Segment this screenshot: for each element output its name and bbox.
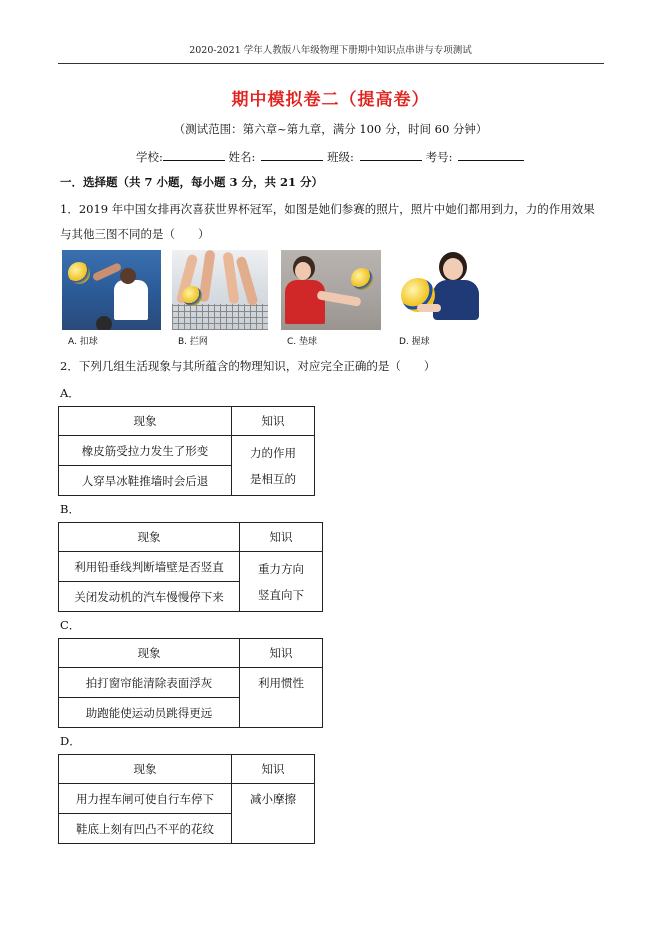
table-header-phenomenon: 现象: [59, 755, 232, 784]
knowledge-line-2: 是相互的: [250, 471, 296, 486]
option-b-label: B．: [60, 502, 80, 516]
question-1-text: 1．2019 年中国女排再次喜获世界杯冠军，如图是她们参赛的照片，照片中她们都用到力，力的作用效果: [60, 202, 595, 216]
table-cell: 利用铅垂线判断墙壁是否竖直: [59, 552, 240, 582]
table-header-knowledge: 知识: [232, 755, 315, 784]
photo-caption-d: D. 握球: [399, 337, 430, 347]
photo-caption-b: B. 拦网: [178, 337, 208, 347]
table-cell: 助跑能使运动员跳得更远: [59, 698, 240, 728]
table-cell-knowledge: [232, 784, 315, 844]
class-blank: [360, 148, 422, 161]
page-header: 2020-2021 学年人教版八年级物理下册期中知识点串讲与专项测试: [189, 45, 472, 56]
exam-no-blank: [458, 148, 524, 161]
question-2-text: 2．下列几组生活现象与其所蕴含的物理知识，对应完全正确的是（ ）: [60, 359, 436, 373]
table-cell-knowledge: [232, 436, 315, 496]
knowledge-line-1: 减小摩擦: [250, 792, 296, 806]
class-label: 班级:: [327, 150, 354, 164]
name-label: 姓名:: [228, 150, 256, 164]
table-cell-knowledge: [240, 552, 323, 612]
table-header-knowledge: 知识: [240, 639, 323, 668]
page-title: 期中模拟卷二（提高卷）: [231, 90, 430, 110]
photo-dig: [281, 250, 381, 347]
option-c-table: [58, 638, 323, 728]
photo-spike: [62, 250, 161, 347]
exam-no-label: 考号:: [425, 150, 453, 164]
knowledge-line-1: 利用惯性: [258, 676, 304, 690]
table-header-phenomenon: 现象: [59, 523, 240, 552]
photo-caption-a: A. 扣球: [68, 337, 98, 347]
table-header-knowledge: 知识: [232, 407, 315, 436]
table-cell: 用力捏车闸可使自行车停下: [59, 784, 232, 814]
table-cell: 人穿旱冰鞋推墙时会后退: [59, 466, 232, 496]
header-divider: [58, 63, 604, 64]
option-c-label: C．: [60, 618, 81, 632]
name-blank: [261, 148, 323, 161]
table-header-knowledge: 知识: [240, 523, 323, 552]
student-info-line: [136, 148, 524, 165]
photo-caption-c: C. 垫球: [287, 337, 318, 347]
knowledge-line-1: 重力方向: [258, 561, 304, 576]
table-cell: 拍打窗帘能清除表面浮灰: [59, 668, 240, 698]
exam-scope: （测试范围：第六章~第九章，满分 100 分，时间 60 分钟）: [173, 122, 488, 136]
table-cell: 鞋底上刻有凹凸不平的花纹: [59, 814, 232, 844]
option-b-table: [58, 522, 323, 612]
option-d-label: D．: [60, 734, 81, 748]
school-label: 学校:: [136, 150, 163, 164]
option-d-table: [58, 754, 315, 844]
table-cell: 关闭发动机的汽车慢慢停下来: [59, 582, 240, 612]
option-a-label: A．: [60, 386, 80, 400]
question-1-text-cont: 与其他三图不同的是（ ）: [60, 227, 210, 241]
school-blank: [163, 148, 225, 161]
knowledge-line-1: 力的作用: [250, 445, 296, 460]
photo-hold: [393, 250, 487, 347]
photo-block: [172, 250, 268, 347]
option-a-table: [58, 406, 315, 496]
table-header-phenomenon: 现象: [59, 407, 232, 436]
table-header-phenomenon: 现象: [59, 639, 240, 668]
section-heading: 一．选择题（共 7 小题，每小题 3 分，共 21 分）: [60, 175, 324, 189]
table-cell: 橡皮筋受拉力发生了形变: [59, 436, 232, 466]
knowledge-line-2: 竖直向下: [258, 587, 304, 602]
table-cell-knowledge: [240, 668, 323, 728]
